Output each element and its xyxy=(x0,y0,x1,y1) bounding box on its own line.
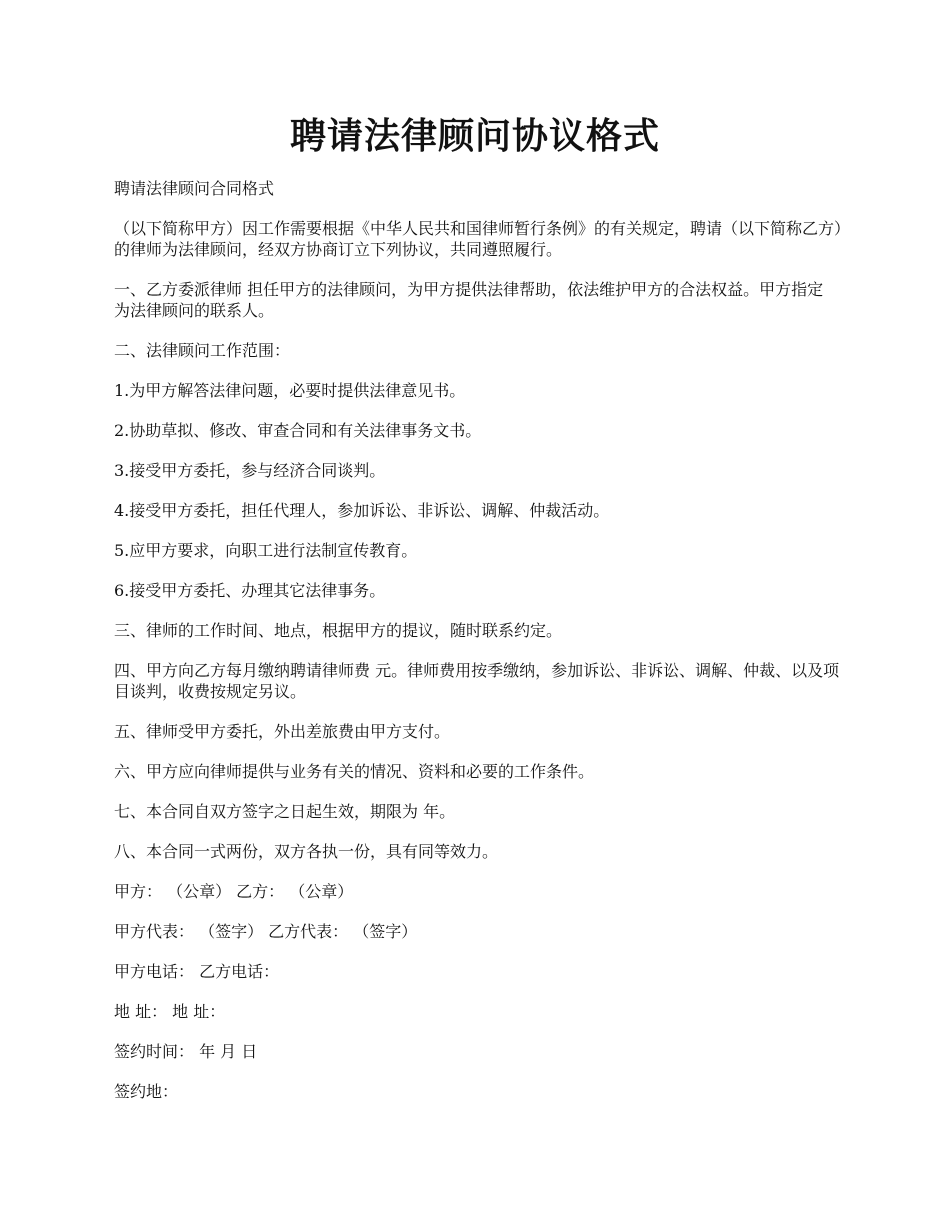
phone-line: 甲方电话： 乙方电话： xyxy=(114,962,280,981)
clause-8-paragraph: 八、本合同一式两份，双方各执一份，具有同等效力。 xyxy=(114,842,499,861)
clause-2-heading: 二、法律顾问工作范围： xyxy=(114,341,291,360)
clause-5-paragraph: 五、律师受甲方委托，外出差旅费由甲方支付。 xyxy=(114,722,451,741)
signing-place-line: 签约地： xyxy=(114,1082,179,1101)
representative-signature-line: 甲方代表： （签字） 乙方代表： （签字） xyxy=(114,922,418,941)
clause-1-paragraph: 一、乙方委派律师 担任甲方的法律顾问，为甲方提供法律帮助，依法维护甲方的合法权益。甲方指定 为法律顾问的联系人。 xyxy=(114,280,824,320)
document-title: 聘请法律顾问协议格式 xyxy=(289,115,660,157)
scope-item-4: 4.接受甲方委托，担任代理人，参加诉讼、非诉讼、调解、仲裁活动。 xyxy=(114,501,610,520)
scope-item-5: 5.应甲方要求，向职工进行法制宣传教育。 xyxy=(114,541,418,560)
scope-item-3: 3.接受甲方委托，参与经济合同谈判。 xyxy=(114,461,386,480)
party-seal-line: 甲方： （公章） 乙方： （公章） xyxy=(114,882,354,901)
scope-item-1: 1.为甲方解答法律问题，必要时提供法律意见书。 xyxy=(114,381,466,400)
clause-4-paragraph: 四、甲方向乙方每月缴纳聘请律师费 元。律师费用按季缴纳，参加诉讼、非诉讼、调解、仲裁、以及项目谈判，收费按规定另议。 xyxy=(114,661,840,701)
clause-6-paragraph: 六、甲方应向律师提供与业务有关的情况、资料和必要的工作条件。 xyxy=(114,762,595,781)
clause-7-paragraph: 七、本合同自双方签字之日起生效，期限为 年。 xyxy=(114,802,456,821)
document-body xyxy=(114,178,844,1121)
preamble-paragraph: （以下简称甲方）因工作需要根据《中华人民共和国律师暂行条例》的有关规定，聘请（以下简称乙方）的律师为法律顾问，经双方协商订立下列协议，共同遵照履行。 xyxy=(114,219,843,259)
signing-date-line: 签约时间： 年 月 日 xyxy=(114,1042,258,1061)
scope-item-2: 2.协助草拟、修改、审查合同和有关法律事务文书。 xyxy=(114,421,482,440)
subtitle-paragraph: 聘请法律顾问合同格式 xyxy=(114,179,275,198)
scope-item-6: 6.接受甲方委托、办理其它法律事务。 xyxy=(114,581,386,600)
clause-3-paragraph: 三、律师的工作时间、地点，根据甲方的提议，随时联系约定。 xyxy=(114,621,563,640)
address-line: 地 址： 地 址： xyxy=(114,1002,226,1021)
